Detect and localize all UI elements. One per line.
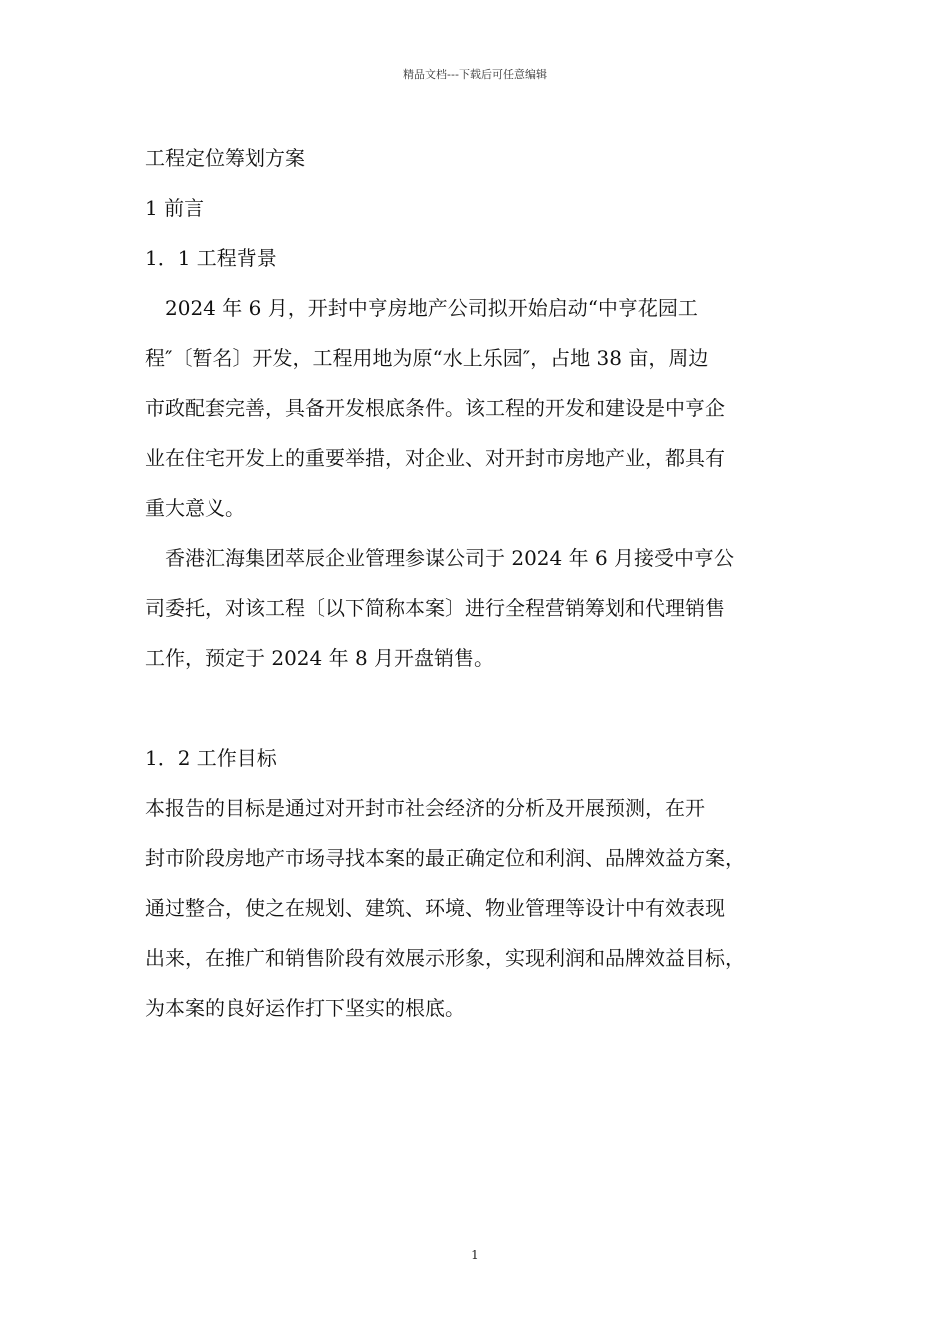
- paragraph-line: 本报告的目标是通过对开封市社会经济的分析及开展预测，在开: [145, 796, 705, 820]
- paragraph-line: 程″〔暂名〕开发，工程用地为原“水上乐园″，占地 38 亩，周边: [145, 346, 709, 370]
- blank-line: [145, 683, 815, 733]
- paragraph-line: 香港汇海集团萃辰企业管理参谋公司于 2024 年 6 月接受中亨公: [145, 546, 735, 570]
- paragraph-line: 业在住宅开发上的重要举措，对企业、对开封市房地产业，都具有: [145, 446, 725, 470]
- paragraph-line: 为本案的良好运作打下坚实的根底。: [145, 996, 465, 1020]
- paragraph-line: 通过整合，使之在规划、建筑、环境、物业管理等设计中有效表现: [145, 896, 725, 920]
- paragraph-line: 2024 年 6 月，开封中亨房地产公司拟开始启动“中亨花园工: [145, 296, 698, 320]
- paragraph-commission: [145, 533, 815, 683]
- paragraph-background: [145, 283, 815, 533]
- section-1-heading: 1 前言: [145, 196, 205, 220]
- paragraph-line: 市政配套完善，具备开发根底条件。该工程的开发和建设是中亨企: [145, 396, 725, 420]
- section-1-2-heading: 1．2 工作目标: [145, 746, 277, 770]
- document-title: 工程定位筹划方案: [145, 146, 305, 170]
- paragraph-line: 司委托，对该工程〔以下简称本案〕进行全程营销筹划和代理销售: [145, 596, 725, 620]
- paragraph-line: 出来，在推广和销售阶段有效展示形象，实现利润和品牌效益目标，: [145, 946, 745, 970]
- paragraph-line: 重大意义。: [145, 496, 245, 520]
- document-body: [145, 133, 815, 1033]
- paragraph-line: 封市阶段房地产市场寻找本案的最正确定位和利润、品牌效益方案，: [145, 846, 745, 870]
- paragraph-objectives: [145, 783, 815, 1033]
- section-1-1-heading: 1．1 工程背景: [145, 246, 277, 270]
- paragraph-line: 工作，预定于 2024 年 8 月开盘销售。: [145, 646, 495, 670]
- page-number: 1: [471, 1248, 479, 1262]
- page-header: 精品文档---下载后可任意编辑: [403, 68, 547, 81]
